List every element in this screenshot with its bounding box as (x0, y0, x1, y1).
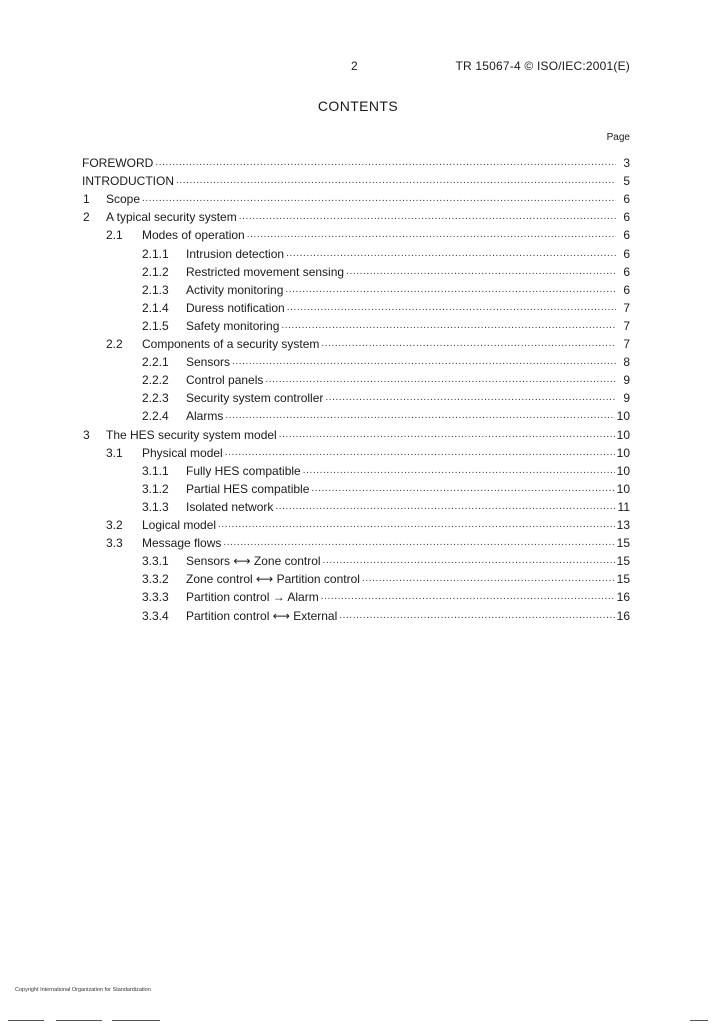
dot-leader (142, 190, 616, 208)
toc-entry-label: Alarms (186, 409, 224, 424)
toc-entry-page: 8 (623, 355, 630, 370)
toc-entry-number: 2.2.3 (142, 391, 169, 406)
dot-leader (225, 407, 614, 425)
toc-entry-page: 7 (623, 337, 630, 351)
toc-entry-number: 2.1.3 (142, 282, 169, 297)
toc-entry-page: 10 (616, 427, 630, 442)
toc-entry-label: Sensors ⟷ Zone control (186, 554, 321, 569)
toc-entry-number: 3.1.3 (142, 499, 169, 514)
toc-entry-label: Partition control ⟷ External (186, 608, 338, 623)
toc-entry (83, 426, 630, 444)
toc-entry (142, 317, 630, 335)
toc-entry-number: 2.2.2 (142, 373, 169, 388)
toc-entry (142, 281, 630, 299)
toc-entry (142, 353, 630, 371)
toc-entry-number: 3.3.1 (142, 554, 169, 569)
dot-leader (239, 208, 616, 226)
toc-entry (82, 154, 630, 172)
dot-leader (362, 570, 615, 588)
toc-entry-number: 2.1 (106, 228, 123, 243)
toc-entry (142, 389, 630, 407)
toc-entry-number: 2.1.1 (142, 246, 169, 261)
toc-entry-label: Partition control → Alarm (186, 590, 319, 605)
toc-entry-page: 9 (623, 391, 630, 406)
toc-entry-number: 3.1.2 (142, 481, 169, 496)
toc-entry (142, 407, 630, 425)
toc-entry-number: 3.2 (106, 518, 123, 532)
toc-entry-page: 15 (616, 572, 630, 587)
toc-entry-page: 10 (616, 409, 630, 424)
toc-entry-page: 5 (623, 174, 630, 189)
toc-entry (142, 588, 630, 606)
toc-entry-page: 9 (623, 373, 630, 388)
toc-entry-number: 3.3.3 (142, 590, 169, 605)
dot-leader (346, 263, 616, 281)
toc-entry-label: Duress notification (186, 300, 285, 315)
dot-leader (339, 607, 614, 625)
footer-rule (112, 1020, 160, 1021)
toc-entry-page: 15 (616, 554, 630, 569)
toc-entry-label: Isolated network (186, 499, 274, 514)
toc-entry-label: Fully HES compatible (186, 463, 301, 478)
toc-entry (142, 498, 630, 516)
toc-entry-label: Sensors (186, 355, 231, 370)
toc-entry-page: 6 (623, 228, 630, 243)
toc-entry-label: Modes of operation (142, 228, 245, 243)
toc-entry-label: Logical model (142, 518, 217, 532)
toc-entry (142, 245, 630, 263)
dot-leader (311, 480, 614, 498)
toc-entry (142, 462, 630, 480)
dot-leader (286, 245, 616, 263)
toc-entry-page: 10 (616, 481, 630, 496)
toc-entry-page: 11 (617, 499, 630, 514)
dot-leader (155, 154, 616, 172)
toc-entry (106, 226, 630, 244)
toc-entry (82, 172, 630, 190)
toc-entry-label: Safety monitoring (186, 318, 280, 333)
toc-entry-page: 13 (616, 518, 630, 532)
dot-leader (223, 534, 614, 552)
toc-entry-label: A typical security system (106, 210, 237, 225)
toc-entry-number: 2.2.1 (142, 355, 169, 370)
toc-entry-label: Security system controller (186, 391, 324, 406)
toc-entry (142, 299, 630, 317)
toc-entry-number: 3.1 (106, 445, 123, 460)
page-number: 2 (351, 59, 358, 73)
toc-entry (142, 570, 630, 588)
toc-entry-page: 10 (616, 445, 630, 460)
toc-entry (106, 516, 630, 534)
toc-entry-page: 6 (623, 210, 630, 225)
toc-entry (142, 480, 630, 498)
toc-entry-page: 7 (623, 300, 630, 315)
copyright-footer: Copyright International Organization for Standardization (15, 987, 151, 993)
toc-entry-number: 3.1.1 (142, 463, 169, 478)
toc-entry-page: 3 (623, 156, 630, 170)
dot-leader (303, 462, 615, 480)
toc-entry (142, 371, 630, 389)
toc-entry-label: Physical model (142, 445, 223, 460)
toc-entry (83, 190, 630, 208)
dot-leader (279, 426, 615, 444)
toc-entry-label: Scope (106, 192, 141, 207)
dot-leader (321, 588, 615, 606)
toc-entry-page: 10 (616, 463, 630, 478)
dot-leader (265, 371, 616, 389)
toc-entry-label: INTRODUCTION (82, 174, 174, 189)
dot-leader (176, 172, 616, 190)
dot-leader (225, 444, 615, 462)
toc-entry-number: 3.3 (106, 536, 123, 551)
footer-rule (690, 1020, 708, 1021)
toc-entry (142, 552, 630, 570)
toc-entry-page: 15 (616, 536, 630, 551)
footer-rule (56, 1020, 102, 1021)
toc-entry-label: Restricted movement sensing (186, 264, 345, 279)
toc-entry-number: 2.2 (106, 337, 123, 351)
toc-entry (142, 607, 630, 625)
dot-leader (247, 226, 616, 244)
toc-entry-label: Intrusion detection (186, 246, 285, 261)
toc-entry-label: Control panels (186, 373, 264, 388)
toc-entry-page: 6 (623, 246, 630, 261)
toc-entry-page: 6 (623, 282, 630, 297)
toc-entry-page: 6 (623, 264, 630, 279)
toc-entry (106, 534, 630, 552)
toc-entry-label: Zone control ⟷ Partition control (186, 572, 360, 587)
toc-entry-page: 6 (623, 192, 630, 207)
toc-entry (106, 444, 630, 462)
toc-entry-number: 3 (83, 427, 90, 442)
toc-entry-page: 16 (616, 608, 630, 623)
dot-leader (218, 516, 615, 534)
toc-entry-number: 2.1.2 (142, 264, 169, 279)
toc-entry-label: Components of a security system (142, 337, 320, 351)
toc-entry-label: FOREWORD (82, 156, 154, 170)
toc-entry-number: 2.1.4 (142, 300, 169, 315)
dot-leader (321, 335, 616, 353)
dot-leader (232, 353, 616, 371)
toc-entry-label: The HES security system model (106, 427, 277, 442)
toc-entry (83, 208, 630, 226)
toc-entry-label: Activity monitoring (186, 282, 284, 297)
toc-entry-number: 2.2.4 (142, 409, 169, 424)
toc-entry-number: 1 (83, 192, 90, 207)
toc-entry-label: Partial HES compatible (186, 481, 310, 496)
contents-title: CONTENTS (317, 98, 399, 114)
toc-entry (142, 263, 630, 281)
toc-entry-number: 2.1.5 (142, 318, 169, 333)
toc-entry-number: 3.3.2 (142, 572, 169, 587)
dot-leader (281, 317, 616, 335)
toc-entry-number: 2 (83, 210, 90, 225)
dot-leader (287, 299, 616, 317)
toc-entry-label: Message flows (142, 536, 222, 551)
dot-leader (323, 552, 615, 570)
toc-entry-page: 7 (623, 318, 630, 333)
page-column-heading: Page (606, 132, 630, 143)
dot-leader (275, 498, 615, 516)
dot-leader (285, 281, 616, 299)
toc-entry-page: 16 (616, 590, 630, 605)
footer-rule (8, 1020, 44, 1021)
toc-entry-number: 3.3.4 (142, 608, 169, 623)
toc-entry (106, 335, 630, 353)
dot-leader (325, 389, 616, 407)
document-id: TR 15067-4 © ISO/IEC:2001(E) (455, 59, 630, 73)
